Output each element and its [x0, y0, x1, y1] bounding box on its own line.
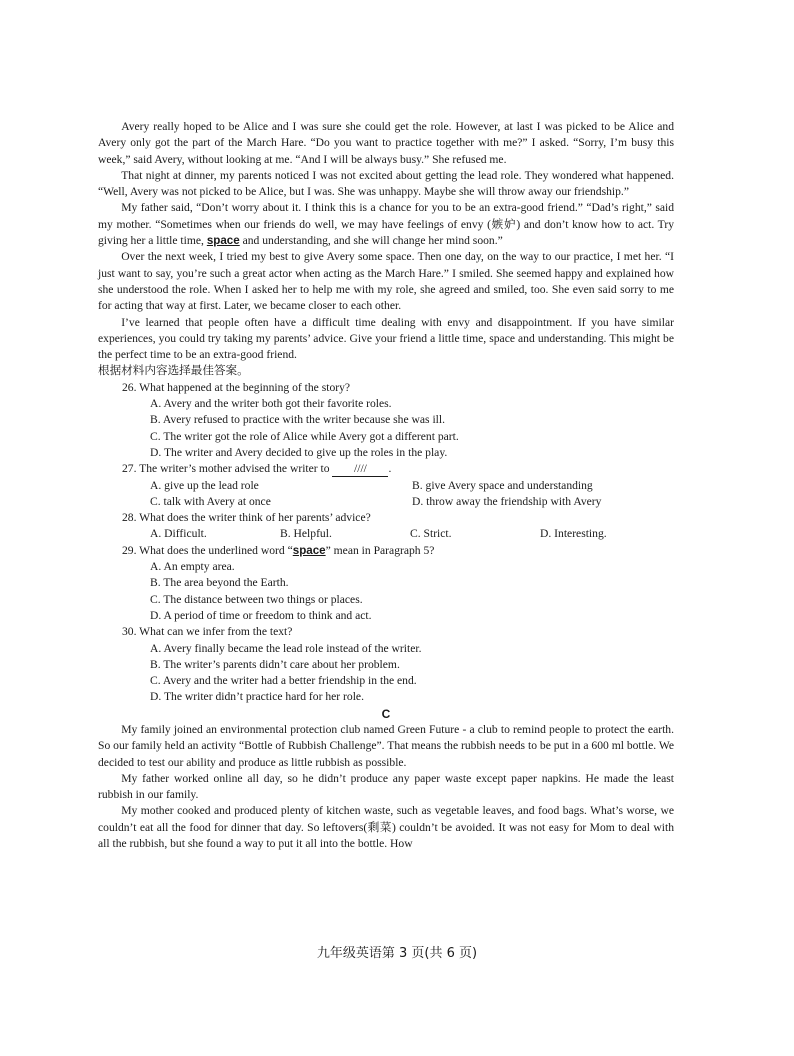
question-29-option-c: C. The distance between two things or places. [150, 592, 363, 606]
question-27-option-a: A. give up the lead role [150, 478, 259, 492]
question-28-options [98, 526, 674, 542]
answer-blank: //// [332, 462, 388, 477]
question-28-option-c: C. Strict. [410, 527, 452, 541]
question-27-options-row-2 [98, 494, 674, 510]
question-29-underlined-word: space [292, 543, 326, 557]
question-27-option-d: D. throw away the friendship with Avery [412, 494, 602, 508]
question-27-options-row-1 [98, 478, 674, 494]
question-28-option-d: D. Interesting. [540, 527, 607, 541]
passage-b-paragraph-2: That night at dinner, my parents noticed I was not excited about getting the lead role. They wondered what happened. “Well, Avery was not picked to be Alice, but I was. She was unhappy. Maybe she will throw away our friendship.” [98, 168, 674, 199]
passage-c-paragraph-2: My father worked online all day, so he didn’t produce any paper waste except paper napkins. He made the least rubbish in our family. [98, 771, 674, 802]
passage-c-paragraph-1: My family joined an environmental protection club named Green Future - a club to remind people to protect the earth. So our family held an activity “Bottle of Rubbish Challenge”. That means the rubbish needs to be put in a 600 ml bottle. We decided to test our ability and produce as little rubbish as possible. [98, 722, 674, 769]
passage-b-paragraph-1: Avery really hoped to be Alice and I was sure she could get the role. However, at last I was picked to be Alice and Avery only got the part of the March Hare. “Do you want to practice together with me?” I asked. “Sorry, I’m busy this week,” said Avery, without looking at me. “And I will be always busy.” She refused me. [98, 120, 674, 166]
question-27-stem-a: 27. The writer’s mother advised the writer to [122, 462, 333, 476]
question-27-option-b: B. give Avery space and understanding [412, 478, 593, 492]
question-27-option-c: C. talk with Avery at once [150, 494, 271, 508]
question-28-option-a: A. Difficult. [150, 527, 207, 541]
section-c-heading: C [381, 706, 391, 721]
question-30-stem: 30. What can we infer from the text? [122, 625, 293, 639]
question-28-stem: 28. What does the writer think of her parents’ advice? [122, 511, 371, 525]
question-26-option-b: B. Avery refused to practice with the writer because she was ill. [150, 413, 446, 427]
question-29-stem [98, 543, 674, 559]
paragraph-3-text-b: and understanding, and she will change her mind soon.” [239, 234, 503, 248]
question-26-stem: 26. What happened at the beginning of the story? [122, 380, 351, 394]
underlined-word-space: space [206, 234, 240, 248]
question-29-option-b: B. The area beyond the Earth. [150, 576, 289, 590]
passage-c-paragraph-3: My mother cooked and produced plenty of kitchen waste, such as vegetable leaves, and food bags. What’s worse, we couldn’t eat all the food for dinner that day. So leftovers(剩菜) couldn’t be avoided. It was not easy for Mom to deal with all the rubbish, but she found a way to put it all into the bottle. How [98, 804, 674, 851]
question-26-option-c: C. The writer got the role of Alice while Avery got a different part. [150, 429, 459, 443]
question-30-option-c: C. Avery and the writer had a better friendship in the end. [150, 674, 417, 688]
exam-page [98, 119, 674, 852]
instruction: 根据材料内容选择最佳答案。 [98, 364, 249, 378]
question-29-option-a: A. An empty area. [150, 560, 235, 574]
passage-b-paragraph-5: I’ve learned that people often have a difficult time dealing with envy and disappointment. If you have similar experiences, you could try taking my parents’ advice. Give your friend a little time, space and understanding. This might be the perfect time to be an extra-good friend. [98, 315, 674, 362]
question-26-option-a: A. Avery and the writer both got their favorite roles. [150, 397, 392, 411]
question-30-option-b: B. The writer’s parents didn’t care about her problem. [150, 657, 400, 671]
passage-b-paragraph-3 [98, 200, 674, 249]
question-28-option-b: B. Helpful. [280, 527, 332, 541]
question-29-stem-b: ” mean in Paragraph 5? [325, 543, 435, 557]
paragraph-3-text-a: My father said, “Don’t worry about it. I think this is a chance for you to be an extra-good friend.” “Dad’s right,” said my mother. “Sometimes when our friends do well, we may have feelings of envy (嫉妒) and don’t know how to act. Try giving her a little time, [98, 201, 674, 248]
question-30-option-d: D. The writer didn’t practice hard for her role. [150, 690, 364, 704]
question-27-stem [98, 461, 674, 477]
question-29-option-d: D. A period of time or freedom to think and act. [150, 608, 372, 622]
question-29-stem-a: 29. What does the underlined word “ [122, 543, 293, 557]
question-30-option-a: A. Avery finally became the lead role instead of the writer. [150, 641, 422, 655]
page-footer: 九年级英语第 3 页(共 6 页) [316, 946, 478, 961]
passage-b-paragraph-4: Over the next week, I tried my best to give Avery some space. Then one day, on the way to our practice, I met her. “I just want to say, you’re such a great actor when acting as the March Hare.” I smiled. She seemed happy and explained how she understood the role. When I asked her to help me with my role, she agreed and smiled, too. She even said sorry to me for acting that way at first. Later, we became closer to each other. [98, 250, 674, 313]
question-26-option-d: D. The writer and Avery decided to give up the roles in the play. [150, 445, 448, 459]
question-27-stem-b: . [388, 462, 392, 476]
